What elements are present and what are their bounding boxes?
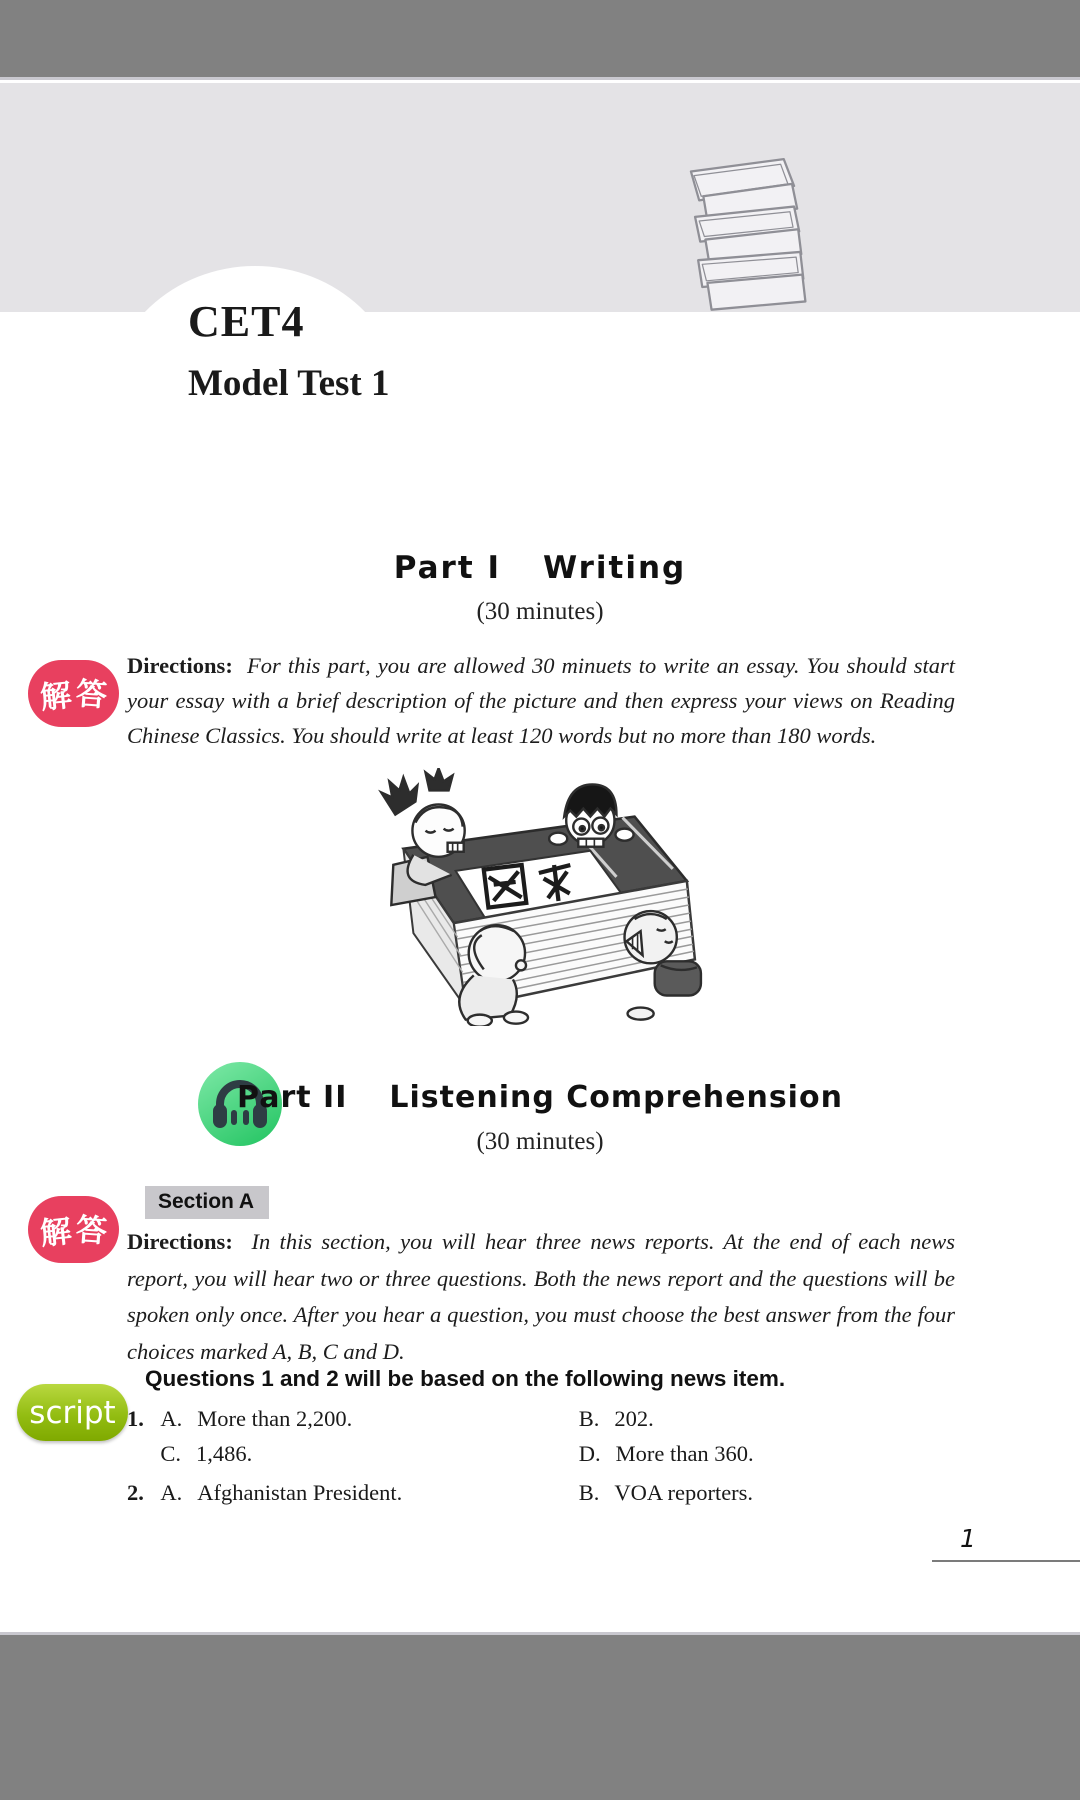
answer-badge-char1: 解 [38,1213,74,1253]
question-row [127,1439,997,1469]
page-number: 1 [960,1524,976,1553]
directions-label: Directions: [127,653,233,678]
option-label: A. [160,1480,183,1505]
option-label: C. [160,1441,182,1466]
option-b[interactable] [579,1478,997,1508]
test-title: Model Test 1 [188,363,390,404]
answer-badge[interactable] [28,660,119,727]
option-text: 202. [614,1406,654,1431]
top-gray-bar [0,0,1080,80]
option-label: D. [578,1441,601,1466]
part2-time: (30 minutes) [476,1128,604,1155]
part2-label: Part II [237,1080,348,1115]
option-text: 1,486. [196,1441,253,1466]
part1-heading [0,550,1080,586]
part2-heading [0,1080,1080,1115]
answer-badge-char1: 解 [38,677,74,717]
question-number: 2. [127,1480,144,1505]
question-row [127,1404,997,1434]
question-number [127,1439,160,1469]
part1-label: Part I [393,550,501,586]
answer-badge-char2: 答 [74,1211,109,1251]
book-stack-icon [660,155,825,325]
page-number-rule [932,1560,1080,1562]
option-a[interactable] [160,1478,578,1508]
option-text: More than 360. [615,1441,754,1466]
section-a-directions [127,1224,955,1370]
part1-time: (30 minutes) [476,598,604,625]
cartoon-illustration [333,768,715,1031]
option-d[interactable] [579,1439,997,1469]
bottom-gray-bar [0,1632,1080,1800]
script-badge-label: script [29,1394,116,1431]
directions-text: In this section, you will hear three news reports. At the end of each news report, you will hear two or three questions. Both the news report and the questions will be spoken only once. After you hear a question, you must choose the best answer from the four choices marked A, B, C and D. [127,1229,956,1364]
part1-directions [127,648,955,753]
page-header-band [0,83,1080,312]
part1-name: Writing [542,550,687,586]
option-label: B. [578,1480,600,1505]
answer-badge-char2: 答 [74,675,109,715]
news-item-heading: Questions 1 and 2 will be based on the following news item. [145,1366,786,1391]
option-text: VOA reporters. [614,1480,754,1505]
option-c[interactable] [160,1439,578,1469]
option-label: A. [160,1406,183,1431]
option-a[interactable] [160,1404,578,1434]
option-b[interactable] [579,1404,997,1434]
question-row [127,1478,997,1508]
part2-name: Listening Comprehension [389,1080,843,1115]
answer-badge[interactable] [28,1196,119,1263]
script-badge[interactable] [17,1384,128,1441]
question-number: 1. [127,1406,144,1431]
option-text: More than 2,200. [197,1406,353,1431]
section-a-label: Section A [145,1186,269,1219]
option-text: Afghanistan President. [197,1480,403,1505]
course-title: CET4 [188,297,305,346]
questions-list [127,1404,997,1513]
directions-label: Directions: [127,1229,233,1254]
directions-text: For this part, you are allowed 30 minuets to write an essay. You should start your essay with a brief description of the picture and then express your views on Reading Chinese Classics. You should write at least 120 words but no more than 180 words. [127,653,956,748]
option-label: B. [578,1406,600,1431]
